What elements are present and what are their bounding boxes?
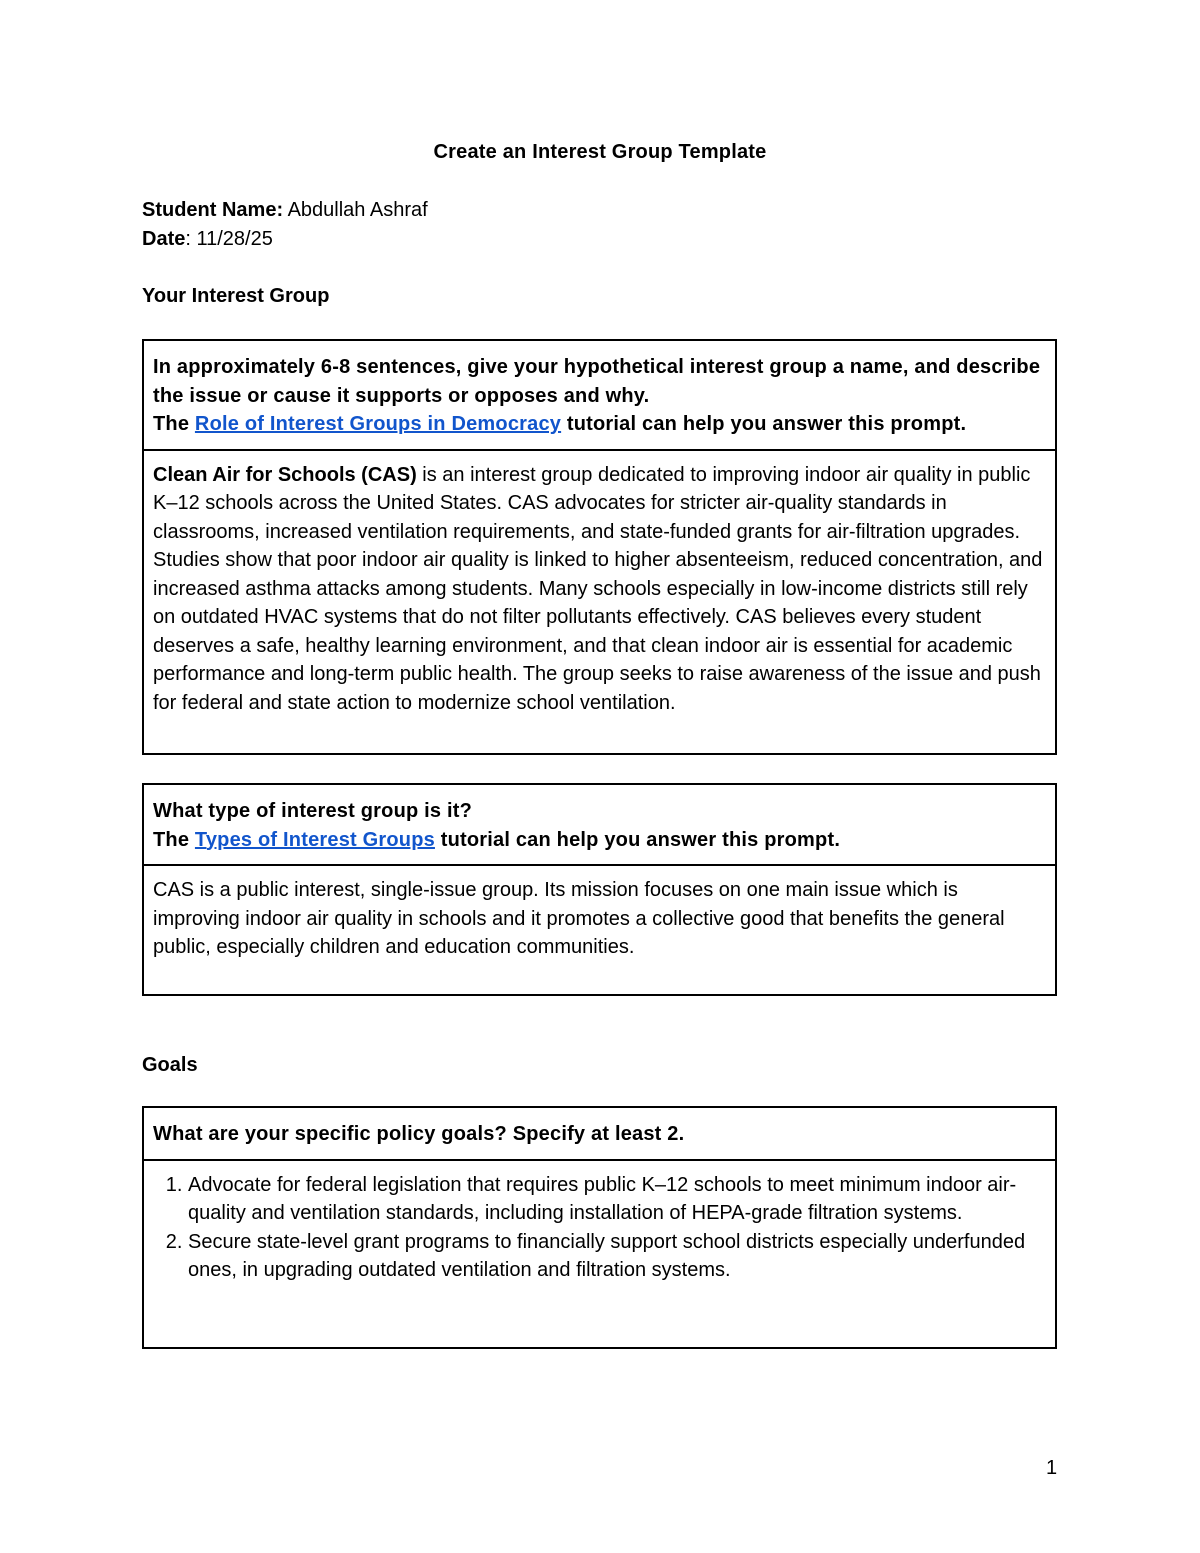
- interest-group-name: Clean Air for Schools (CAS): [153, 463, 417, 486]
- interest-group-description: is an interest group dedicated to improving indoor air quality in public K–12 schools across the United States. CAS advocates for stricter air-quality standards in classrooms, increased ventilation requirements, and state-funded grants for air-filtration upgrades. Studies show that poor indoor air quality is linked to higher absenteeism, reduced concentration, and increased asthma attacks among students. Many schools especially in low-income districts still rely on outdated HVAC systems that do not filter pollutants effectively. CAS believes every student deserves a safe, healthy learning environment, and that clean indoor air is essential for academic performance and long-term public health. The group seeks to raise awareness of the issue and push for federal and state action to modernize school ventilation.: [153, 463, 1043, 714]
- group-type-prompt: [144, 785, 1055, 866]
- types-of-interest-groups-link[interactable]: Types of Interest Groups: [194, 828, 435, 851]
- group-type-prompt-after: tutorial can help you answer this prompt.: [434, 828, 841, 851]
- interest-group-table: [142, 339, 1057, 755]
- group-type-table: [142, 783, 1057, 996]
- interest-group-prompt-before: The: [153, 413, 195, 435]
- interest-group-answer: [144, 451, 1055, 728]
- date-line: [142, 228, 273, 251]
- goal-item: 2. Secure state-level grant programs to financially support school districts especially underfunded ones, in upgrading outdated ventilation and filtration systems.: [188, 1228, 1046, 1285]
- group-type-prompt-before: The: [153, 828, 195, 851]
- page-number: 1: [1046, 1457, 1058, 1479]
- interest-group-heading: Your Interest Group: [142, 285, 330, 307]
- group-type-answer: CAS is a public interest, single-issue group. Its mission focuses on one main issue which is improving indoor air quality in schools and it promotes a collective good that benefits the general public, especially children and education communities.: [153, 879, 1005, 958]
- document-title: Create an Interest Group Template: [433, 141, 767, 163]
- date-label: Date: [142, 228, 186, 250]
- date-value: : 11/28/25: [185, 228, 273, 250]
- goals-list: [153, 1171, 1046, 1285]
- student-name-value: Abdullah Ashraf: [283, 199, 428, 221]
- interest-group-prompt-text: In approximately 6-8 sentences, give your hypothetical interest group a name, and describe the issue or cause it supports or opposes and why.: [153, 356, 1041, 407]
- student-name-label: Student Name:: [142, 199, 284, 221]
- goals-table: [142, 1106, 1057, 1349]
- group-type-prompt-text: What type of interest group is it?: [153, 800, 473, 822]
- goals-prompt: What are your specific policy goals? Specify at least 2.: [144, 1108, 1055, 1161]
- student-name-line: [142, 199, 428, 222]
- interest-group-prompt: [144, 341, 1055, 451]
- goal-item: 1. Advocate for federal legislation that requires public K–12 schools to meet minimum indoor air-quality and ventilation standards, including installation of HEPA-grade filtration systems.: [188, 1171, 1046, 1228]
- role-of-interest-groups-link[interactable]: Role of Interest Groups in Democracy: [194, 413, 562, 435]
- goals-heading: Goals: [142, 1054, 198, 1076]
- goals-answer: [144, 1161, 1055, 1295]
- interest-group-prompt-after: tutorial can help you answer this prompt.: [561, 413, 967, 435]
